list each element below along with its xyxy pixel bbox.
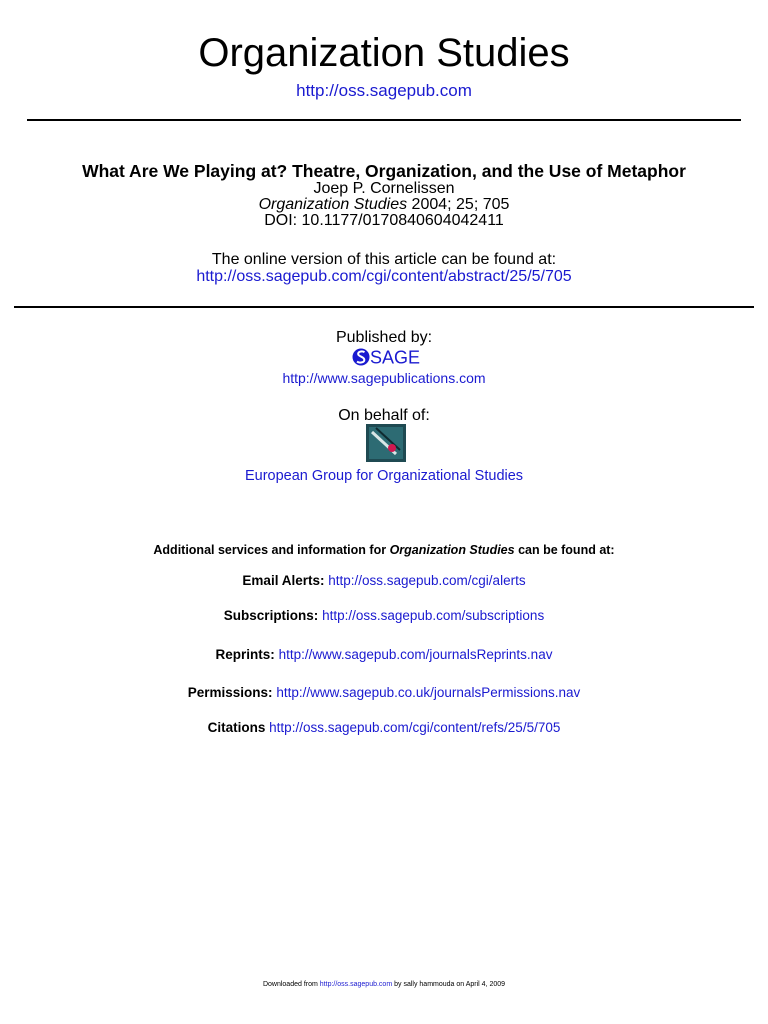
egos-link-container	[0, 467, 768, 485]
service-label: Email Alerts:	[242, 573, 325, 588]
services-heading-prefix: Additional services and information for	[153, 543, 387, 557]
service-subscriptions	[0, 607, 768, 624]
top-divider	[27, 119, 741, 121]
services-heading	[0, 542, 768, 558]
sage-logo-text: SAGE	[370, 347, 421, 368]
service-citations	[0, 719, 768, 736]
services-heading-suffix: can be found at:	[518, 543, 615, 557]
egos-logo[interactable]	[366, 424, 406, 462]
journal-title: Organization Studies	[198, 31, 570, 75]
footer-link[interactable]: http://oss.sagepub.com	[319, 981, 393, 988]
download-footer	[0, 980, 768, 989]
publisher-url-link[interactable]: http://www.sagepublications.com	[282, 370, 486, 386]
service-reprints	[0, 646, 768, 663]
article-title: What Are We Playing at? Theatre, Organization, and the Use of Metaphor	[82, 161, 686, 181]
service-permissions	[0, 684, 768, 701]
service-label: Permissions:	[187, 685, 273, 700]
published-by-label: Published by:	[335, 329, 433, 346]
citation-journal-name: Organization Studies	[258, 196, 408, 213]
service-subscriptions-link[interactable]: http://oss.sagepub.com/subscriptions	[322, 608, 545, 623]
middle-divider	[14, 306, 754, 308]
egos-link[interactable]: European Group for Organizational Studies	[244, 468, 524, 484]
citation-details: 2004; 25; 705	[411, 196, 510, 213]
service-email-alerts	[0, 572, 768, 589]
online-version-container	[0, 267, 768, 286]
service-reprints-link[interactable]: http://www.sagepub.com/journalsReprints.nav	[278, 647, 553, 662]
on-behalf-of-label: On behalf of:	[338, 407, 430, 424]
service-permissions-link[interactable]: http://www.sagepub.co.uk/journalsPermissions.nav	[276, 685, 581, 700]
service-citations-link[interactable]: http://oss.sagepub.com/cgi/content/refs/25/5/705	[269, 720, 561, 735]
services-heading-journal: Organization Studies	[389, 543, 515, 557]
egos-logo-dot	[388, 444, 396, 452]
service-email-alerts-link[interactable]: http://oss.sagepub.com/cgi/alerts	[328, 573, 526, 588]
footer-suffix: by sally hammouda on April 4, 2009	[394, 981, 506, 988]
service-label: Reprints:	[215, 647, 275, 662]
publisher-url-container	[0, 369, 768, 387]
service-label: Citations	[207, 720, 266, 735]
journal-url-link[interactable]: http://oss.sagepub.com	[296, 81, 472, 100]
article-author: Joep P. Cornelissen	[313, 180, 455, 197]
footer-prefix: Downloaded from	[262, 981, 318, 988]
online-version-link[interactable]: http://oss.sagepub.com/cgi/content/abstract/25/5/705	[196, 268, 572, 285]
sage-logo[interactable]	[352, 346, 424, 368]
journal-url-container	[0, 80, 768, 102]
online-version-label: The online version of this article can be found at:	[211, 251, 557, 268]
article-doi: DOI: 10.1177/0170840604042411	[264, 212, 504, 229]
service-label: Subscriptions:	[223, 608, 319, 623]
